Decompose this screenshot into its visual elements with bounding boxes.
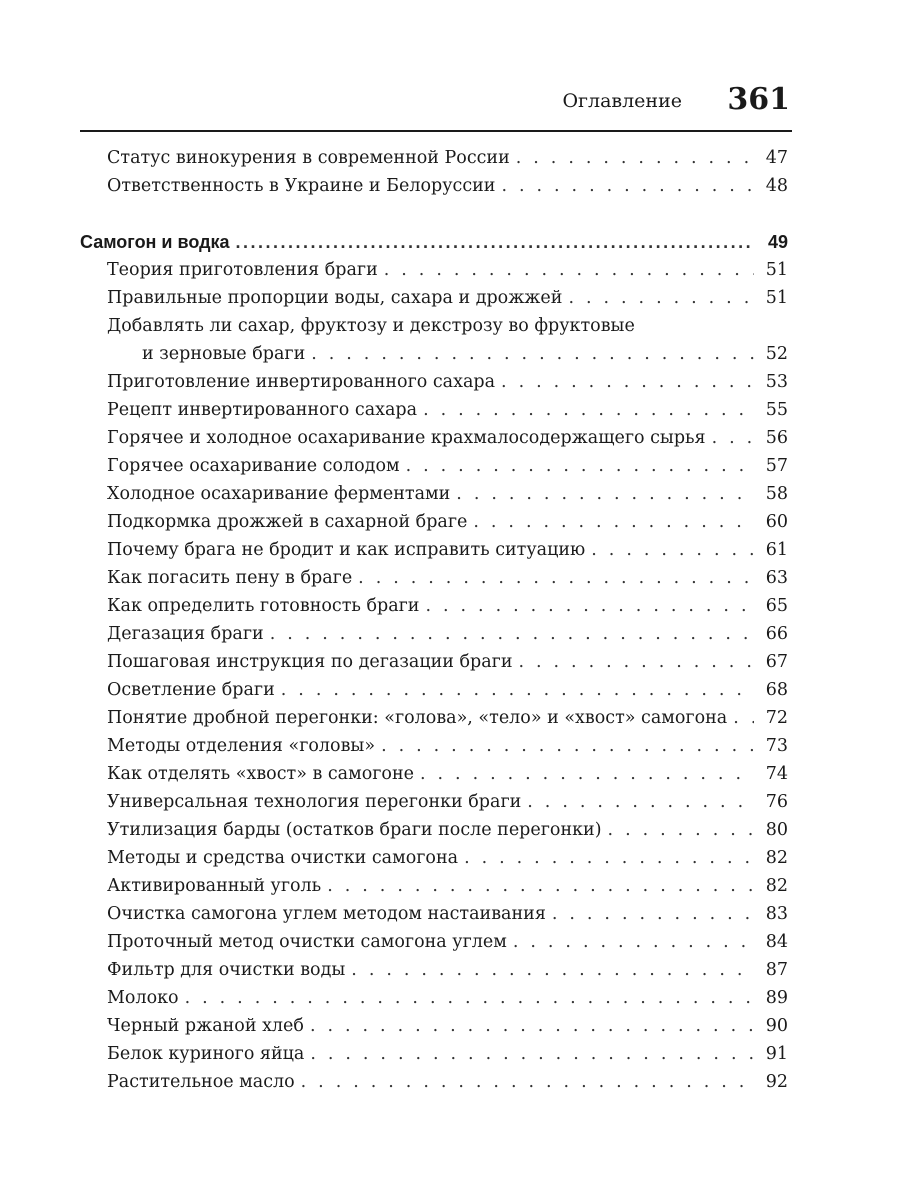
- toc-entry[interactable]: [80, 396, 788, 424]
- toc-entry[interactable]: [80, 1040, 788, 1068]
- toc-entry-title: Подкормка дрожжей в сахарной браге: [107, 512, 468, 532]
- toc-entry-title: Как определить готовность браги: [107, 596, 420, 616]
- toc-entry-title: Холодное осахаривание ферментами: [107, 484, 451, 504]
- dot-leader: [327, 872, 754, 900]
- dot-leader: [423, 396, 754, 424]
- toc-entry[interactable]: [80, 256, 788, 284]
- toc-entry-title: Универсальная технология перегонки браги: [107, 792, 522, 812]
- running-head-title: Оглавление: [562, 90, 682, 112]
- toc-entry[interactable]: [80, 1068, 788, 1096]
- toc-entry-title: Горячее и холодное осахаривание крахмалосодержащего сырья: [107, 428, 706, 448]
- toc-entry[interactable]: [80, 816, 788, 844]
- dot-leader: [406, 452, 754, 480]
- toc-entry[interactable]: [80, 172, 788, 200]
- dot-leader: [516, 144, 754, 172]
- toc-entry-page: 83: [765, 904, 788, 924]
- toc-entry-title: Проточный метод очистки самогона углем: [107, 932, 507, 952]
- toc-entry-title: Активированный уголь: [107, 876, 322, 896]
- toc-entry-page: 92: [765, 1072, 788, 1092]
- toc-entry-title: Статус винокурения в современной России: [107, 148, 510, 168]
- toc-entry-page: 76: [765, 792, 788, 812]
- toc-entry[interactable]: [80, 872, 788, 900]
- dot-leader: [464, 844, 754, 872]
- dot-leader: [310, 1040, 754, 1068]
- toc-entry-title: Осветление браги: [107, 680, 275, 700]
- toc-entry-page: 48: [765, 176, 788, 196]
- toc-entry-title: Дегазация браги: [107, 624, 264, 644]
- dot-leader: [527, 788, 754, 816]
- toc-entry-title: Черный ржаной хлеб: [107, 1016, 304, 1036]
- toc-entry[interactable]: [80, 704, 788, 732]
- dot-leader: [473, 508, 754, 536]
- toc-entry-page: 91: [765, 1044, 788, 1064]
- table-of-contents: [80, 144, 788, 1096]
- toc-entry-title: Горячее осахаривание солодом: [107, 456, 400, 476]
- toc-entry[interactable]: [80, 844, 788, 872]
- dot-leader: [591, 536, 754, 564]
- toc-entry[interactable]: [80, 284, 788, 312]
- dot-leader: [608, 816, 754, 844]
- toc-entry-page: 55: [765, 400, 788, 420]
- toc-entry-page: 47: [765, 148, 788, 168]
- toc-entry[interactable]: [80, 480, 788, 508]
- dot-leader: [513, 928, 754, 956]
- toc-entry[interactable]: [80, 564, 788, 592]
- toc-entry-page: 61: [765, 540, 788, 560]
- dot-leader: [281, 676, 754, 704]
- toc-entry-multiline[interactable]: [80, 312, 788, 368]
- toc-entry-page: 80: [765, 820, 788, 840]
- dot-leader: [518, 648, 754, 676]
- toc-entry[interactable]: [80, 592, 788, 620]
- toc-entry[interactable]: [80, 424, 788, 452]
- toc-entry-page: 66: [765, 624, 788, 644]
- toc-entry-page: 72: [765, 708, 788, 728]
- toc-entry-title: Методы и средства очистки самогона: [107, 848, 459, 868]
- dot-leader: [712, 424, 754, 452]
- toc-entry[interactable]: [80, 956, 788, 984]
- toc-entry[interactable]: [80, 1012, 788, 1040]
- toc-entry-title: Теория приготовления браги: [107, 260, 378, 280]
- dot-leader: [311, 340, 754, 368]
- dot-leader: [384, 256, 754, 284]
- toc-entry-page: 82: [765, 876, 788, 896]
- toc-entry-page: 68: [765, 680, 788, 700]
- dot-leader: [456, 480, 754, 508]
- toc-entry[interactable]: [80, 144, 788, 172]
- toc-entry-title: Молоко: [107, 988, 179, 1008]
- toc-entry-page: 60: [765, 512, 788, 532]
- toc-entry[interactable]: [80, 900, 788, 928]
- toc-entry-page: 56: [765, 428, 788, 448]
- toc-entry-page: 52: [765, 344, 788, 364]
- toc-entry[interactable]: [80, 508, 788, 536]
- dot-leader: [236, 228, 754, 256]
- toc-chapter-title: Самогон и водка: [80, 232, 230, 252]
- dot-leader: [381, 732, 754, 760]
- toc-entry[interactable]: [80, 452, 788, 480]
- toc-chapter-page: 49: [767, 232, 788, 252]
- toc-chapter-entry[interactable]: [80, 228, 788, 256]
- dot-leader: [552, 900, 754, 928]
- toc-entry-page: 53: [765, 372, 788, 392]
- toc-entry-page: 51: [765, 288, 788, 308]
- toc-entry-title: Методы отделения «головы»: [107, 736, 376, 756]
- dot-leader: [351, 956, 754, 984]
- toc-entry-title: Очистка самогона углем методом настаивания: [107, 904, 546, 924]
- dot-leader: [301, 1068, 754, 1096]
- toc-entry[interactable]: [80, 648, 788, 676]
- toc-entry-title: Белок куриного яйца: [107, 1044, 305, 1064]
- toc-entry-title: Как отделять «хвост» в самогоне: [107, 764, 414, 784]
- toc-entry-page: 65: [765, 596, 788, 616]
- toc-entry[interactable]: [80, 536, 788, 564]
- toc-entry[interactable]: [80, 788, 788, 816]
- dot-leader: [733, 704, 754, 732]
- toc-entry-title: Утилизация барды (остатков браги после перегонки): [107, 820, 602, 840]
- toc-entry-page: 84: [765, 932, 788, 952]
- toc-entry-page: 51: [765, 260, 788, 280]
- toc-entry[interactable]: [80, 620, 788, 648]
- dot-leader: [310, 1012, 754, 1040]
- dot-leader: [501, 368, 754, 396]
- toc-entry-page: 73: [765, 736, 788, 756]
- toc-entry-title-line2: и зерновые браги: [142, 344, 306, 364]
- toc-entry-title: Приготовление инвертированного сахара: [107, 372, 496, 392]
- toc-entry-page: 90: [765, 1016, 788, 1036]
- toc-entry-title: Правильные пропорции воды, сахара и дрожжей: [107, 288, 563, 308]
- dot-leader: [568, 284, 754, 312]
- dot-leader: [425, 592, 754, 620]
- toc-entry-page: 67: [765, 652, 788, 672]
- toc-entry-page: 89: [765, 988, 788, 1008]
- toc-entry-page: 57: [765, 456, 788, 476]
- toc-entry[interactable]: [80, 732, 788, 760]
- toc-entry-title-line1: Добавлять ли сахар, фруктозу и декстрозу во фруктовые: [107, 316, 635, 336]
- page-number: 361: [727, 82, 790, 117]
- toc-entry[interactable]: [80, 984, 788, 1012]
- dot-leader: [358, 564, 754, 592]
- toc-entry-title: Почему брага не бродит и как исправить ситуацию: [107, 540, 586, 560]
- toc-entry-title: Рецепт инвертированного сахара: [107, 400, 418, 420]
- toc-entry[interactable]: [80, 760, 788, 788]
- toc-entry-page: 63: [765, 568, 788, 588]
- toc-entry-title: Как погасить пену в браге: [107, 568, 353, 588]
- toc-entry-page: 74: [765, 764, 788, 784]
- toc-entry[interactable]: [80, 676, 788, 704]
- toc-entry-title: Ответственность в Украине и Белоруссии: [107, 176, 496, 196]
- dot-leader: [420, 760, 754, 788]
- toc-entry-page: 58: [765, 484, 788, 504]
- toc-entry[interactable]: [80, 928, 788, 956]
- toc-entry-title: Пошаговая инструкция по дегазации браги: [107, 652, 513, 672]
- toc-entry-title: Растительное масло: [107, 1072, 295, 1092]
- toc-entry-page: 82: [765, 848, 788, 868]
- toc-entry-title: Понятие дробной перегонки: «голова», «тело» и «хвост» самогона: [107, 708, 728, 728]
- page-header: [80, 82, 792, 132]
- dot-leader: [185, 984, 754, 1012]
- toc-entry[interactable]: [80, 368, 788, 396]
- dot-leader: [501, 172, 754, 200]
- toc-entry-title: Фильтр для очистки воды: [107, 960, 346, 980]
- toc-entry-page: 87: [765, 960, 788, 980]
- dot-leader: [270, 620, 754, 648]
